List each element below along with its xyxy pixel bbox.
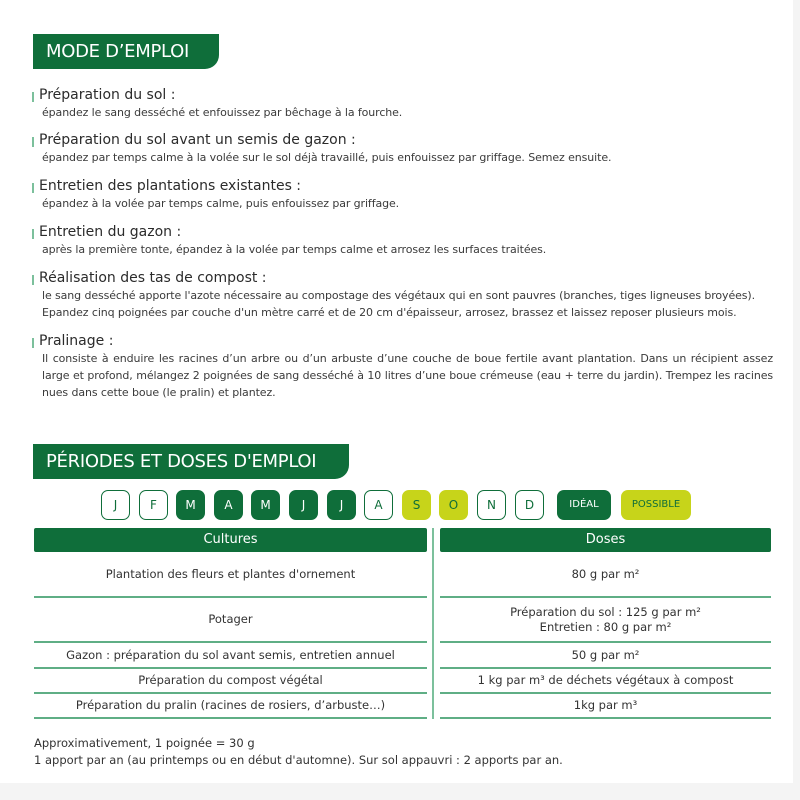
bullet-icon — [32, 183, 34, 193]
instruction-heading: Pralinage : — [39, 333, 114, 349]
month-1-none: J — [101, 490, 130, 520]
cell-culture: Potager — [208, 612, 253, 626]
section-title-periodes: PÉRIODES ET DOSES D'EMPLOI — [33, 444, 349, 479]
instruction-body: épandez le sang desséché et enfouissez par bêchage à la fourche. — [42, 106, 403, 119]
month-2-none: F — [139, 490, 168, 520]
instruction-body: Il consiste à enduire les racines d’un arbre ou d’un arbuste d’une couche de boue fertile avant plantation. Dans un récipient assez large et profond, mélangez 2 poignées de sang desséché à 10 litres d’une boue crémeuse (eau + terre du jardin). Trempez les racines nues dans cette boue (le pralin) et plantez. — [42, 352, 773, 399]
month-9-possible: S — [402, 490, 431, 520]
bullet-icon — [32, 229, 34, 239]
bullet-icon — [32, 92, 34, 102]
note-frequency: 1 apport par an (au printemps ou en début d'automne). Sur sol appauvri : 2 apports par an. — [34, 753, 563, 767]
cell-doses — [440, 642, 771, 668]
instruction-item — [32, 86, 773, 121]
cell-culture: Préparation du pralin (racines de rosiers, d’arbuste…) — [75, 698, 386, 712]
row-divider — [440, 717, 771, 719]
bullet-icon — [32, 137, 34, 147]
instruction-heading: Préparation du sol avant un semis de gazon : — [39, 132, 356, 148]
month-7-ideal: J — [327, 490, 356, 520]
dose-line: Préparation du sol : 125 g par m² — [510, 604, 701, 619]
month-3-ideal: M — [176, 490, 205, 520]
instruction-heading: Réalisation des tas de compost : — [39, 270, 267, 286]
instruction-item — [32, 131, 773, 166]
month-4-ideal: A — [214, 490, 243, 520]
column-separator — [432, 528, 434, 719]
cell-culture: Préparation du compost végétal — [138, 673, 323, 687]
dose-line: 1kg par m³ — [573, 698, 638, 712]
cell-doses — [440, 552, 771, 597]
instruction-heading: Entretien du gazon : — [39, 224, 182, 240]
dose-line: Entretien : 80 g par m² — [539, 619, 672, 634]
dose-line: 80 g par m² — [571, 567, 640, 581]
cell-doses — [440, 597, 771, 642]
note-poignee: Approximativement, 1 poignée = 30 g — [34, 736, 255, 750]
month-10-possible: O — [439, 490, 468, 520]
instruction-body: après la première tonte, épandez à la volée par temps calme et arrosez les surfaces traitées. — [42, 243, 547, 256]
cell-doses — [440, 693, 771, 718]
cell-doses — [440, 668, 771, 693]
column-header-doses: Doses — [440, 528, 771, 552]
instruction-body: épandez à la volée par temps calme, puis enfouissez par griffage. — [42, 197, 400, 210]
section-title-mode-emploi: MODE D’EMPLOI — [33, 34, 219, 69]
instruction-item — [32, 269, 773, 321]
instruction-item — [32, 332, 773, 401]
cell-culture: Gazon : préparation du sol avant semis, entretien annuel — [66, 647, 395, 662]
month-6-ideal: J — [289, 490, 318, 520]
instruction-item — [32, 177, 773, 212]
legend-possible: POSSIBLE — [621, 490, 691, 520]
month-11-none: N — [477, 490, 506, 520]
instruction-heading: Préparation du sol : — [39, 87, 176, 103]
column-header-cultures: Cultures — [34, 528, 427, 552]
bullet-icon — [32, 275, 34, 285]
instruction-body: le sang desséché apporte l'azote nécessaire au compostage des végétaux qui en sont pauvres (branches, tiges ligneuses broyées). Epandez cinq poignées par couche d'un mètre carré et de 20 cm d'épaisseur, arrosez, brassez et laissez reposer plusieurs mois. — [42, 289, 756, 319]
row-divider — [34, 717, 427, 719]
instruction-heading: Entretien des plantations existantes : — [39, 178, 302, 194]
bullet-icon — [32, 338, 34, 348]
month-12-none: D — [515, 490, 544, 520]
month-5-ideal: M — [251, 490, 280, 520]
legend-ideal: IDÉAL — [557, 490, 611, 520]
month-8-none: A — [364, 490, 393, 520]
dose-line: 50 g par m² — [571, 647, 640, 662]
dose-line: 1 kg par m³ de déchets végétaux à compost — [477, 673, 734, 687]
cell-culture: Plantation des fleurs et plantes d'ornement — [105, 567, 356, 581]
instruction-body: épandez par temps calme à la volée sur le sol déjà travaillé, puis enfouissez par griffage. Semez ensuite. — [42, 151, 612, 164]
instruction-item — [32, 223, 773, 258]
